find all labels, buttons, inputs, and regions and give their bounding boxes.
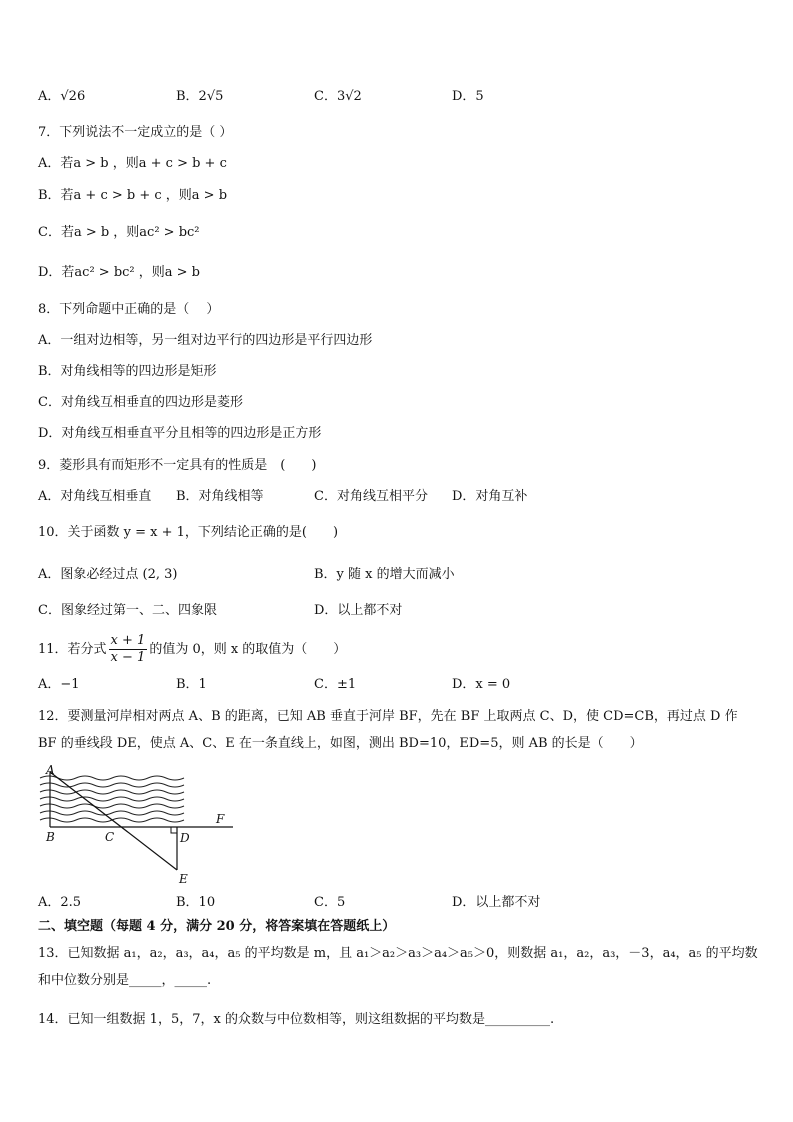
q7-option-c: C．若a > b ，则ac² > bc² — [38, 225, 200, 240]
q11-stem-pre: 11．若分式 — [38, 642, 107, 657]
q7-option-d: D．若ac² > bc² ，则a > b — [38, 265, 200, 280]
q8-option-a: A．一组对边相等，另一组对边平行的四边形是平行四边形 — [38, 333, 373, 348]
q12-figure — [38, 762, 238, 887]
segment-ae — [50, 772, 177, 870]
q14-text: 14．已知一组数据 1，5，7，x 的众数与中位数相等，则这组数据的平均数是__________. — [38, 1012, 555, 1027]
q12-option-a: A．2.5 — [38, 895, 82, 910]
label-d: D — [180, 831, 190, 845]
q7-option-a: A．若a > b ，则a + c > b + c — [38, 156, 227, 171]
q9-option-d: D．对角互补 — [452, 489, 528, 504]
q10-stem: 10．关于函数 y = x + 1，下列结论正确的是( ) — [38, 525, 339, 540]
q10-option-b: B．y 随 x 的增大而减小 — [314, 567, 455, 582]
river-waves — [40, 776, 184, 822]
label-a: A — [46, 763, 55, 777]
q10-option-c: C．图象经过第一、二、四象限 — [38, 603, 217, 618]
q12-option-c: C．5 — [314, 895, 346, 910]
q8-stem: 8．下列命题中正确的是（ ） — [38, 302, 220, 317]
q10-option-a: A．图象必经过点 (2, 3) — [38, 567, 178, 582]
q12-option-d: D．以上都不对 — [452, 895, 541, 910]
q11-option-a: A．−1 — [38, 677, 80, 692]
q11-option-b: B．1 — [176, 677, 207, 692]
label-b: B — [46, 830, 55, 844]
q12-option-b: B．10 — [176, 895, 216, 910]
q9-option-c: C．对角线互相平分 — [314, 489, 428, 504]
label-e: E — [179, 872, 188, 886]
q11-frac-denominator: x − 1 — [110, 650, 146, 665]
q6-option-a: A．√26 — [38, 89, 86, 104]
q13-text: 13．已知数据 a₁，a₂，a₃，a₄，a₅ 的平均数是 m，且 a₁＞a₂＞a₃＞a₄＞a₅＞0，则数据 a₁，a₂，a₃，－3，a₄，a₅ 的平均数和中位数分别是_____，_____. — [38, 946, 758, 988]
q7-stem: 7．下列说法不一定成立的是（ ） — [38, 125, 233, 140]
q8-option-b: B．对角线相等的四边形是矩形 — [38, 364, 217, 379]
label-f: F — [216, 812, 225, 826]
q11-stem-post: 的值为 0，则 x 的取值为（ ） — [149, 642, 347, 657]
q6-option-c: C．3√2 — [314, 89, 362, 104]
q9-stem: 9．菱形具有而矩形不一定具有的性质是 ( ) — [38, 458, 317, 473]
section-title-fill-in: 二、填空题（每题 4 分，满分 20 分，将答案填在答题纸上） — [38, 919, 396, 934]
q12-stem: 12．要测量河岸相对两点 A、B 的距离，已知 AB 垂直于河岸 BF，先在 BF 上取两点 C、D，使 CD=CB，再过点 D 作 BF 的垂线段 DE，使点 A、C、E 在一条直线上，如图，测出 BD=10，ED=5，则 AB 的长是（ ） — [38, 709, 738, 751]
q11-option-d: D．x = 0 — [452, 677, 511, 692]
q9-option-a: A．对角线互相垂直 — [38, 489, 152, 504]
q11-frac-numerator: x + 1 — [110, 633, 146, 648]
label-c: C — [105, 830, 115, 844]
q11-option-c: C．±1 — [314, 677, 357, 692]
q6-option-d: D．5 — [452, 89, 484, 104]
q7-option-b: B．若a + c > b + c ，则a > b — [38, 188, 228, 203]
q6-option-b: B．2√5 — [176, 89, 224, 104]
q8-option-d: D．对角线互相垂直平分且相等的四边形是正方形 — [38, 426, 322, 441]
right-angle-mark — [171, 827, 177, 833]
q11-stem — [38, 632, 346, 668]
q10-option-d: D．以上都不对 — [314, 603, 403, 618]
q9-option-b: B．对角线相等 — [176, 489, 264, 504]
q8-option-c: C．对角线互相垂直的四边形是菱形 — [38, 395, 243, 410]
q11-fraction — [109, 633, 148, 666]
